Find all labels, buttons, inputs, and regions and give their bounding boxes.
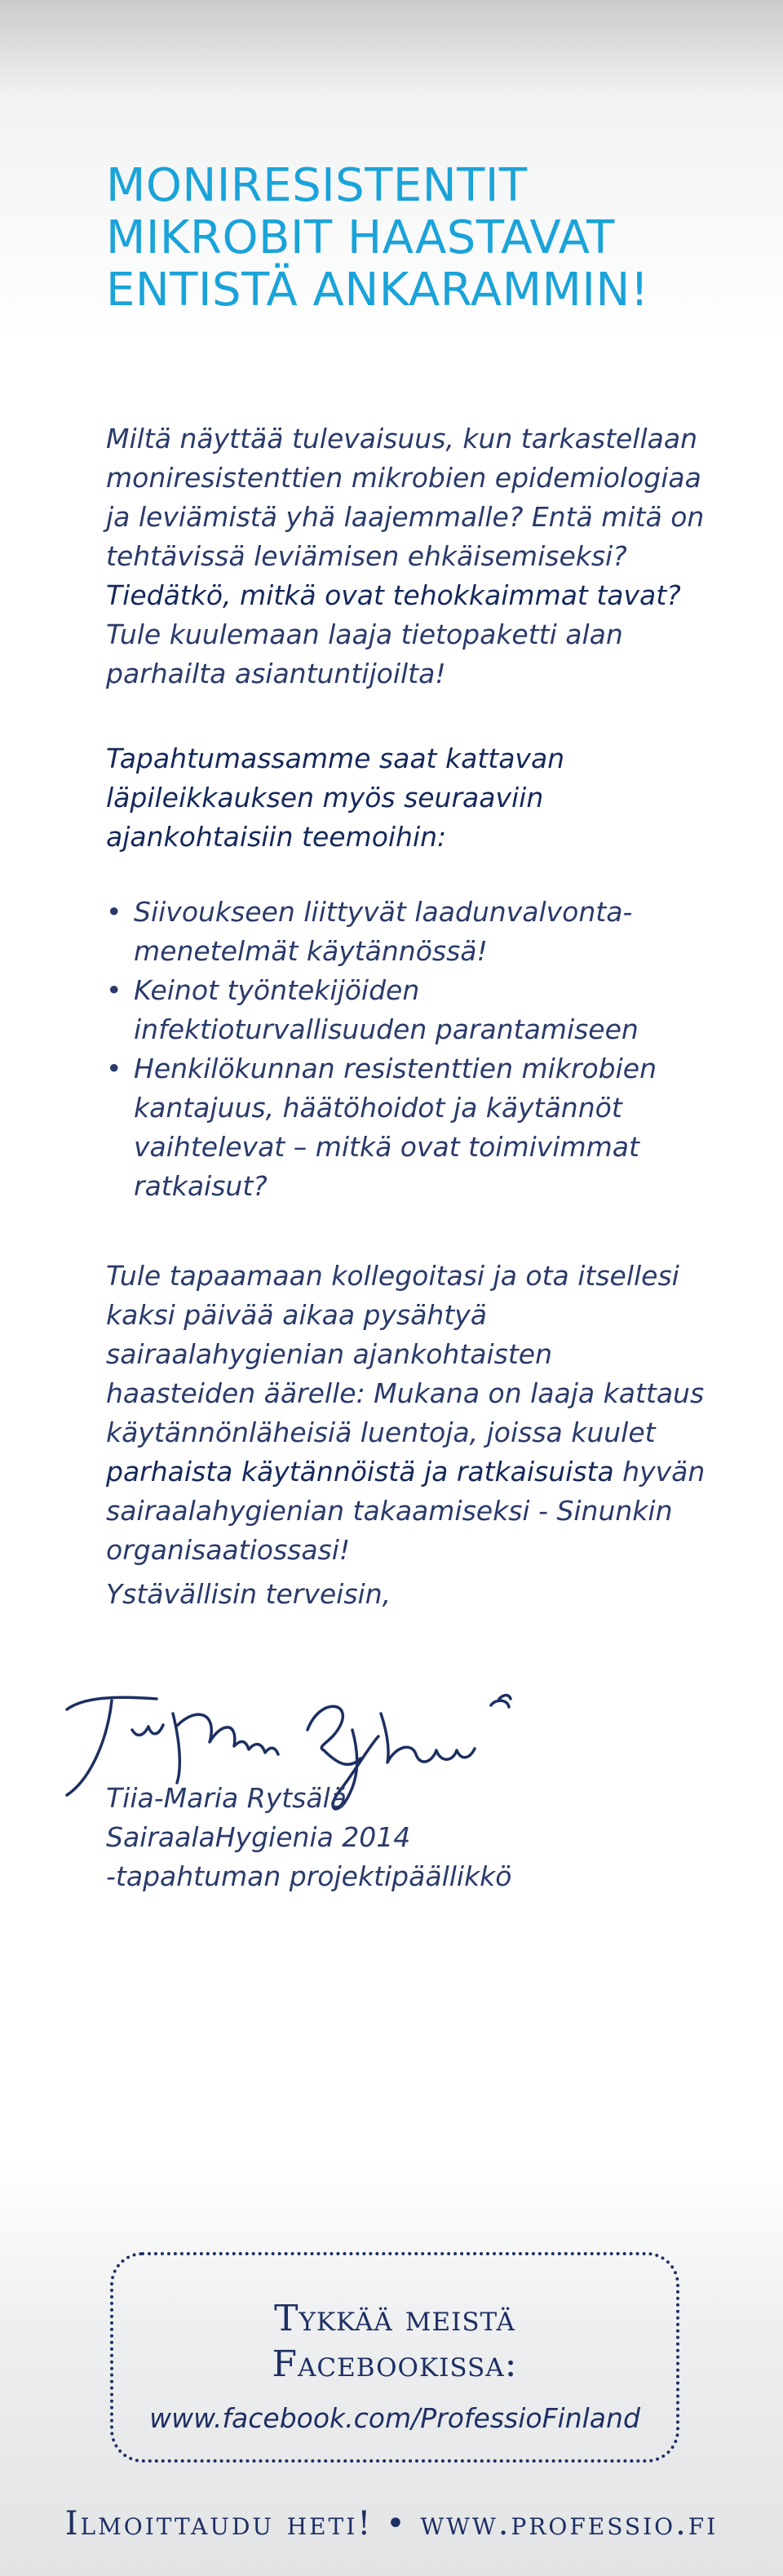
- list-item: • Henkilökunnan resistenttien mikrobien kantajuus, häätöhoidot ja käytännöt vaihtelevat – mitkä ovat toimivimmat ratkaisut?: [106, 1049, 710, 1206]
- headline-line-3: ENTISTÄ ANKARAMMIN!: [106, 264, 649, 317]
- regards: Ystävällisin terveisin,: [106, 1578, 392, 1610]
- signature-name: Tiia-Maria Rytsälä: [106, 1782, 347, 1814]
- facebook-title-line-1: Tykkää meistä: [274, 2298, 515, 2339]
- signature-event: SairaalaHygienia 2014: [106, 1821, 411, 1853]
- intro-text: Miltä näyttää tulevaisuus, kun tarkastellaan moniresistenttien mikrobien epidemiologiaa ja leviämistä yhä laajemmalle? Entä mitä on tehtävissä leviämisen ehkäisemiseksi?: [106, 423, 705, 572]
- closing-bold: parhaista käytännöistä ja ratkaisuista: [106, 1456, 614, 1488]
- closing-text-before: Tule tapaamaan kollegoitasi ja ota itsellesi kaksi päivää aikaa pysähtyä sairaalahygienian ajankohtaisten haasteiden äärelle: Mukana on laaja kattaus käytännönläheisiä luentoja, joissa kuulet: [106, 1260, 705, 1448]
- headline-line-2: MIKROBIT HAASTAVAT: [106, 211, 615, 264]
- facebook-box: [110, 2252, 679, 2463]
- list-item: • Siivoukseen liittyvät laadunvalvonta-menetelmät käytännössä!: [106, 893, 710, 971]
- intro-invite: Tule kuulemaan laaja tietopaketti alan parhailta asiantuntijoilta!: [106, 619, 623, 689]
- headline: [106, 160, 726, 317]
- list-item: • Keinot työntekijöiden infektioturvallisuuden parantamiseen: [106, 971, 710, 1049]
- headline-line-1: MONIRESISTENTIT: [106, 159, 528, 212]
- signature-block: [106, 1779, 511, 1896]
- themes-list: [106, 893, 710, 1206]
- facebook-title: [113, 2255, 676, 2388]
- closing-text-after: hyvän sairaalahygienian takaamiseksi - Sinunkin organisaatiossasi!: [106, 1456, 706, 1566]
- signature-role: -tapahtuman projektipäällikkö: [106, 1860, 512, 1892]
- intro-emphasis: Tiedätkö, mitkä ovat tehokkaimmat tavat?: [106, 579, 681, 611]
- facebook-title-line-2: Facebookissa:: [272, 2343, 518, 2385]
- closing-paragraph: [106, 1257, 710, 1570]
- intro-paragraph: [106, 419, 710, 694]
- facebook-link[interactable]: www.facebook.com/ProfessioFinland: [149, 2402, 640, 2434]
- themes-intro: Tapahtumassamme saat kattavan läpileikkauksen myös seuraaviin ajankohtaisiin teemoihin:: [106, 743, 565, 853]
- footer-cta[interactable]: Ilmoittaudu heti! • www.professio.fi: [64, 2505, 719, 2543]
